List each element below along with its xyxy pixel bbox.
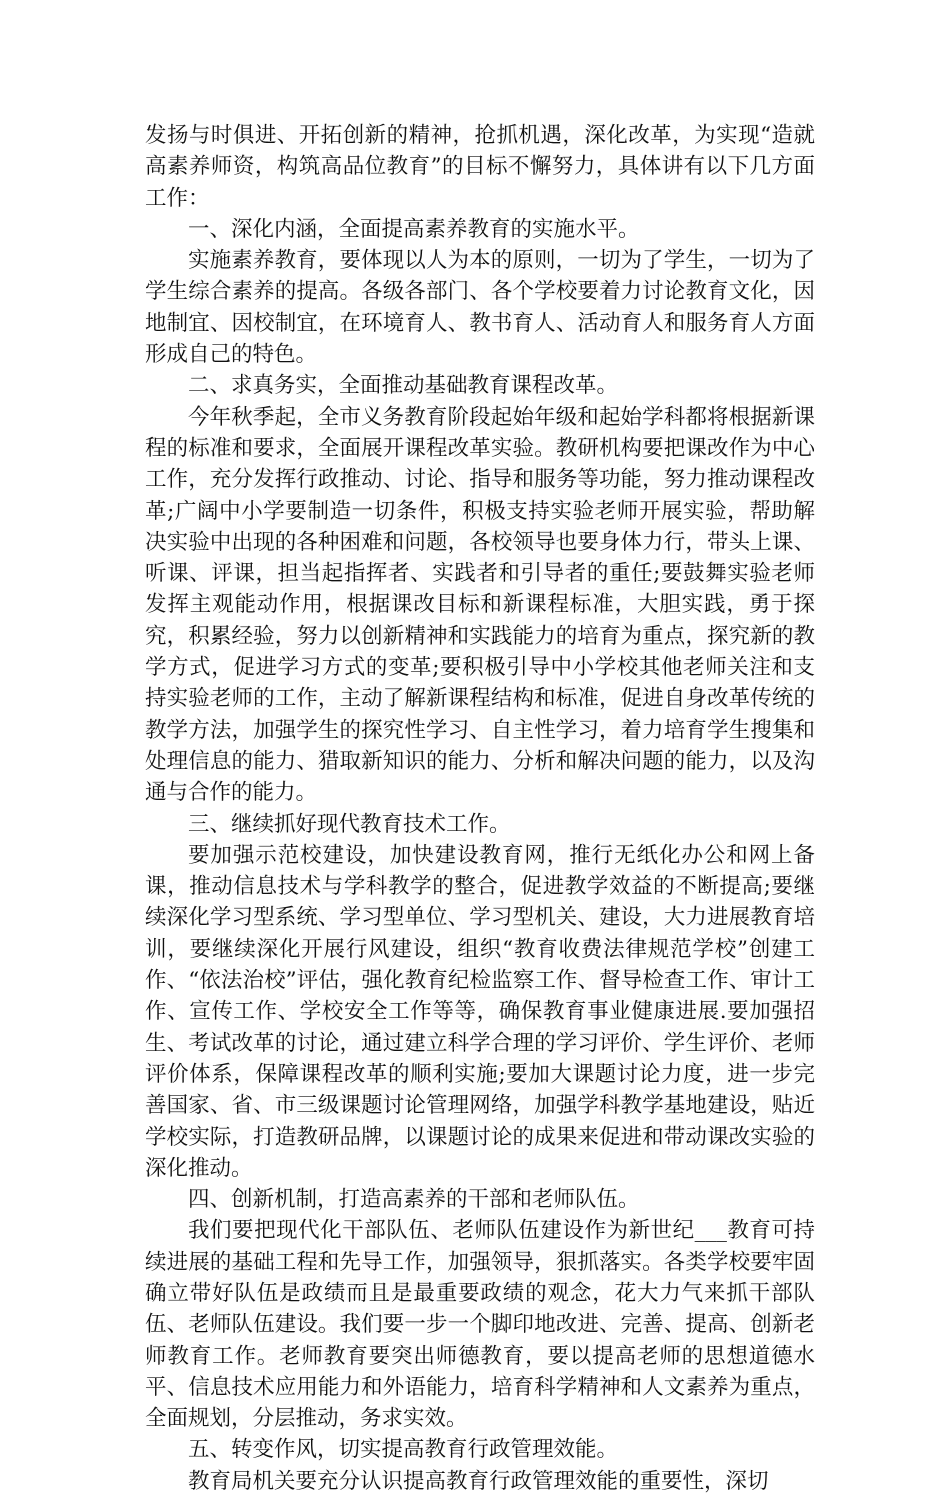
paragraph-section-4: 我们要把现代化干部队伍、老师队伍建设作为新世纪___教育可持续进展的基础工程和先导工作，加强领导，狠抓落实。各类学校要牢固确立带好队伍是政绩而且是最重要政绩的观念，花大力气来抓干部队伍、老师队伍建设。我们要一步一个脚印地改进、完善、提高、创新老师教育工作。老师教育要突出师德教育，要以提高老师的思想道德水平、信息技术应用能力和外语能力，培育科学精神和人文素养为重点，全面规划，分层推动，务求实效。 [145, 1218, 815, 1432]
paragraph-section-1: 实施素养教育，要体现以人为本的原则，一切为了学生，一切为了学生综合素养的提高。各级各部门、各个学校要着力讨论教育文化，因地制宜、因校制宜，在环境育人、教书育人、活动育人和服务育人方面形成自己的特色。 [145, 248, 815, 368]
paragraph-intro: 发扬与时俱进、开拓创新的精神，抢抓机遇，深化改革，为实现“造就高素养师资，构筑高品位教育”的目标不懈努力，具体讲有以下几方面工作： [145, 123, 815, 211]
heading-section-5: 五、转变作风，切实提高教育行政管理效能。 [188, 1437, 619, 1463]
document-body [145, 120, 815, 1497]
heading-section-3: 三、继续抓好现代教育技术工作。 [188, 811, 511, 837]
paragraph-section-5: 教育局机关要充分认识提高教育行政管理效能的重要性，深切 [188, 1468, 769, 1494]
paragraph-section-2: 今年秋季起，全市义务教育阶段起始年级和起始学科都将根据新课程的标准和要求，全面展开课程改革实验。教研机构要把课改作为中心工作，充分发挥行政推动、讨论、指导和服务等功能，努力推动课程改革;广阔中小学要制造一切条件，积极支持实验老师开展实验，帮助解决实验中出现的各种困难和问题，各校领导也要身体力行，带头上课、听课、评课，担当起指挥者、实践者和引导者的重任;要鼓舞实验老师发挥主观能动作用，根据课改目标和新课程标准，大胆实践，勇于探究，积累经验，努力以创新精神和实践能力的培育为重点，探究新的教学方式，促进学习方式的变革;要积极引导中小学校其他老师关注和支持实验老师的工作，主动了解新课程结构和标准，促进自身改革传统的教学方法，加强学生的探究性学习、自主性学习，着力培育学生搜集和处理信息的能力、猎取新知识的能力、分析和解决问题的能力，以及沟通与合作的能力。 [145, 404, 815, 806]
heading-section-2: 二、求真务实，全面推动基础教育课程改革。 [188, 373, 619, 399]
heading-section-4: 四、创新机制，打造高素养的干部和老师队伍。 [188, 1187, 640, 1213]
heading-section-1: 一、深化内涵，全面提高素养教育的实施水平。 [188, 216, 640, 242]
paragraph-section-3: 要加强示范校建设，加快建设教育网，推行无纸化办公和网上备课，推动信息技术与学科教学的整合，促进教学效益的不断提高;要继续深化学习型系统、学习型单位、学习型机关、建设，大力进展教育培训，要继续深化开展行风建设，组织“教育收费法律规范学校”创建工作、“依法治校”评估，强化教育纪检监察工作、督导检查工作、审计工作、宣传工作、学校安全工作等等，确保教育事业健康进展.要加强招生、考试改革的讨论，通过建立科学合理的学习评价、学生评价、老师评价体系，保障课程改革的顺利实施;要加大课题讨论力度，进一步完善国家、省、市三级课题讨论管理网络，加强学科教学基地建设，贴近学校实际，打造教研品牌，以课题讨论的成果来促进和带动课改实验的深化推动。 [145, 842, 815, 1181]
